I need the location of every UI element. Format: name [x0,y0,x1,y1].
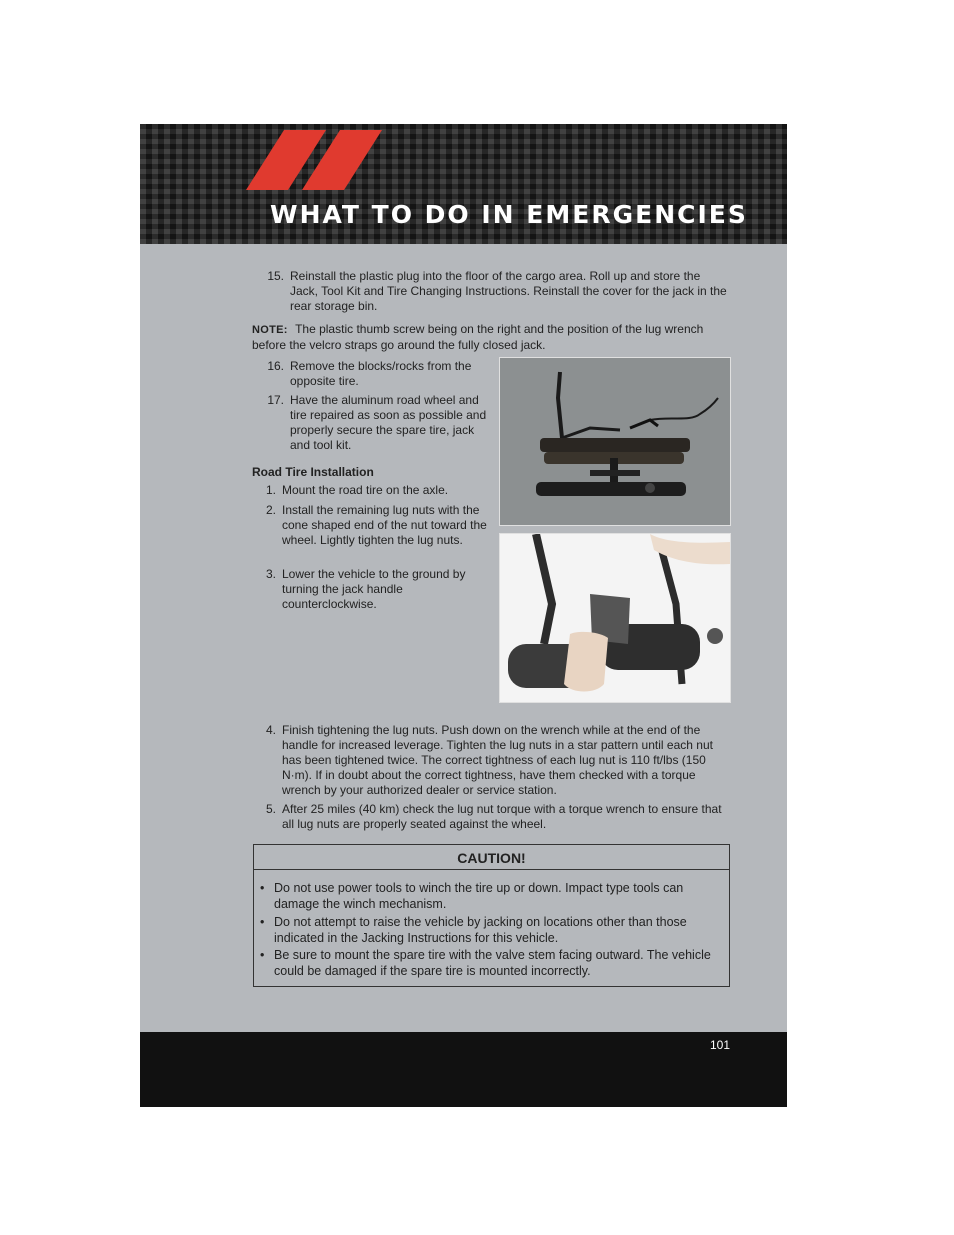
jack-stowage-photo [499,533,731,703]
step-16 [258,359,493,389]
step-number: 5. [265,802,276,816]
jack-kit-illustration [500,358,730,525]
caution-bullet-text: Do not attempt to raise the vehicle by jacking on locations other than those indicated in the Jacking Instructions for this vehicle. [274,915,687,945]
step-number: 4. [265,723,276,737]
step-text: Mount the road tire on the axle. [282,483,449,497]
step-text: Lower the vehicle to the ground by turning the jack handle counterclockwise. [282,567,466,611]
bullet-dot-icon: • [260,915,265,929]
step-number: 16. [267,359,284,373]
jack-stowage-illustration [500,534,730,702]
manual-page [140,124,787,1107]
step-text: Have the aluminum road wheel and tire repaired as soon as possible and properly secure the spare tire, jack and tool kit. [290,393,487,452]
step-text: Remove the blocks/rocks from the opposite tire. [290,359,472,388]
jack-kit-photo [499,357,731,526]
page-content [140,244,787,1032]
step-number: 3. [265,567,276,581]
road-step-4 [258,723,730,798]
note-label: NOTE: [252,324,288,336]
step-number: 1. [265,483,276,497]
caution-bullet-text: Be sure to mount the spare tire with the valve stem facing outward. The vehicle could be damaged if the spare tire is mounted incorrectly. [274,948,711,978]
page-number: 101 [710,1038,731,1052]
section-header [140,124,787,244]
road-tire-heading: Road Tire Installation [252,465,374,479]
page-footer [140,1032,787,1107]
road-step-1 [258,483,493,498]
step-number: 15. [267,269,284,283]
step-number: 17. [267,393,284,407]
step-text: Finish tightening the lug nuts. Push down on the wrench while at the end of the handle for increased leverage. Tighten the lug nuts in a star pattern until each nut has been tightened twice. The correct tightness of each lug nut is 110 ft/lbs (150 N·m). If in doubt about the correct tightness, have them checked with a torque wrench by your authorized dealer or service station. [282,723,713,797]
road-step-5 [258,802,730,832]
note-text: The plastic thumb screw being on the right and the position of the lug wrench before the velcro straps go around the fully closed jack. [252,322,704,352]
step-text: After 25 miles (40 km) check the lug nut torque with a torque wrench to ensure that all lug nuts are properly seated against the wheel. [282,802,722,831]
road-step-3 [258,567,493,612]
step-text: Install the remaining lug nuts with the cone shaped end of the nut toward the wheel. Lightly tighten the lug nuts. [282,503,487,547]
bullet-dot-icon: • [260,948,265,962]
caution-title: CAUTION! [254,845,729,870]
step-15 [258,269,728,314]
bullet-dot-icon: • [260,881,265,895]
section-title: WHAT TO DO IN EMERGENCIES [270,200,748,229]
step-text: Reinstall the plastic plug into the floor of the cargo area. Roll up and store the Jack, Tool Kit and Tire Changing Instructions. Reinstall the cover for the jack in the rear storage bin. [290,269,727,313]
step-17 [258,393,493,453]
road-step-2 [258,503,493,563]
note [252,322,722,353]
caution-bullet-text: Do not use power tools to winch the tire up or down. Impact type tools can damage the winch mechanism. [274,881,684,911]
caution-box [253,844,730,987]
step-number: 2. [265,503,276,517]
brand-stripes-logo [244,130,384,190]
